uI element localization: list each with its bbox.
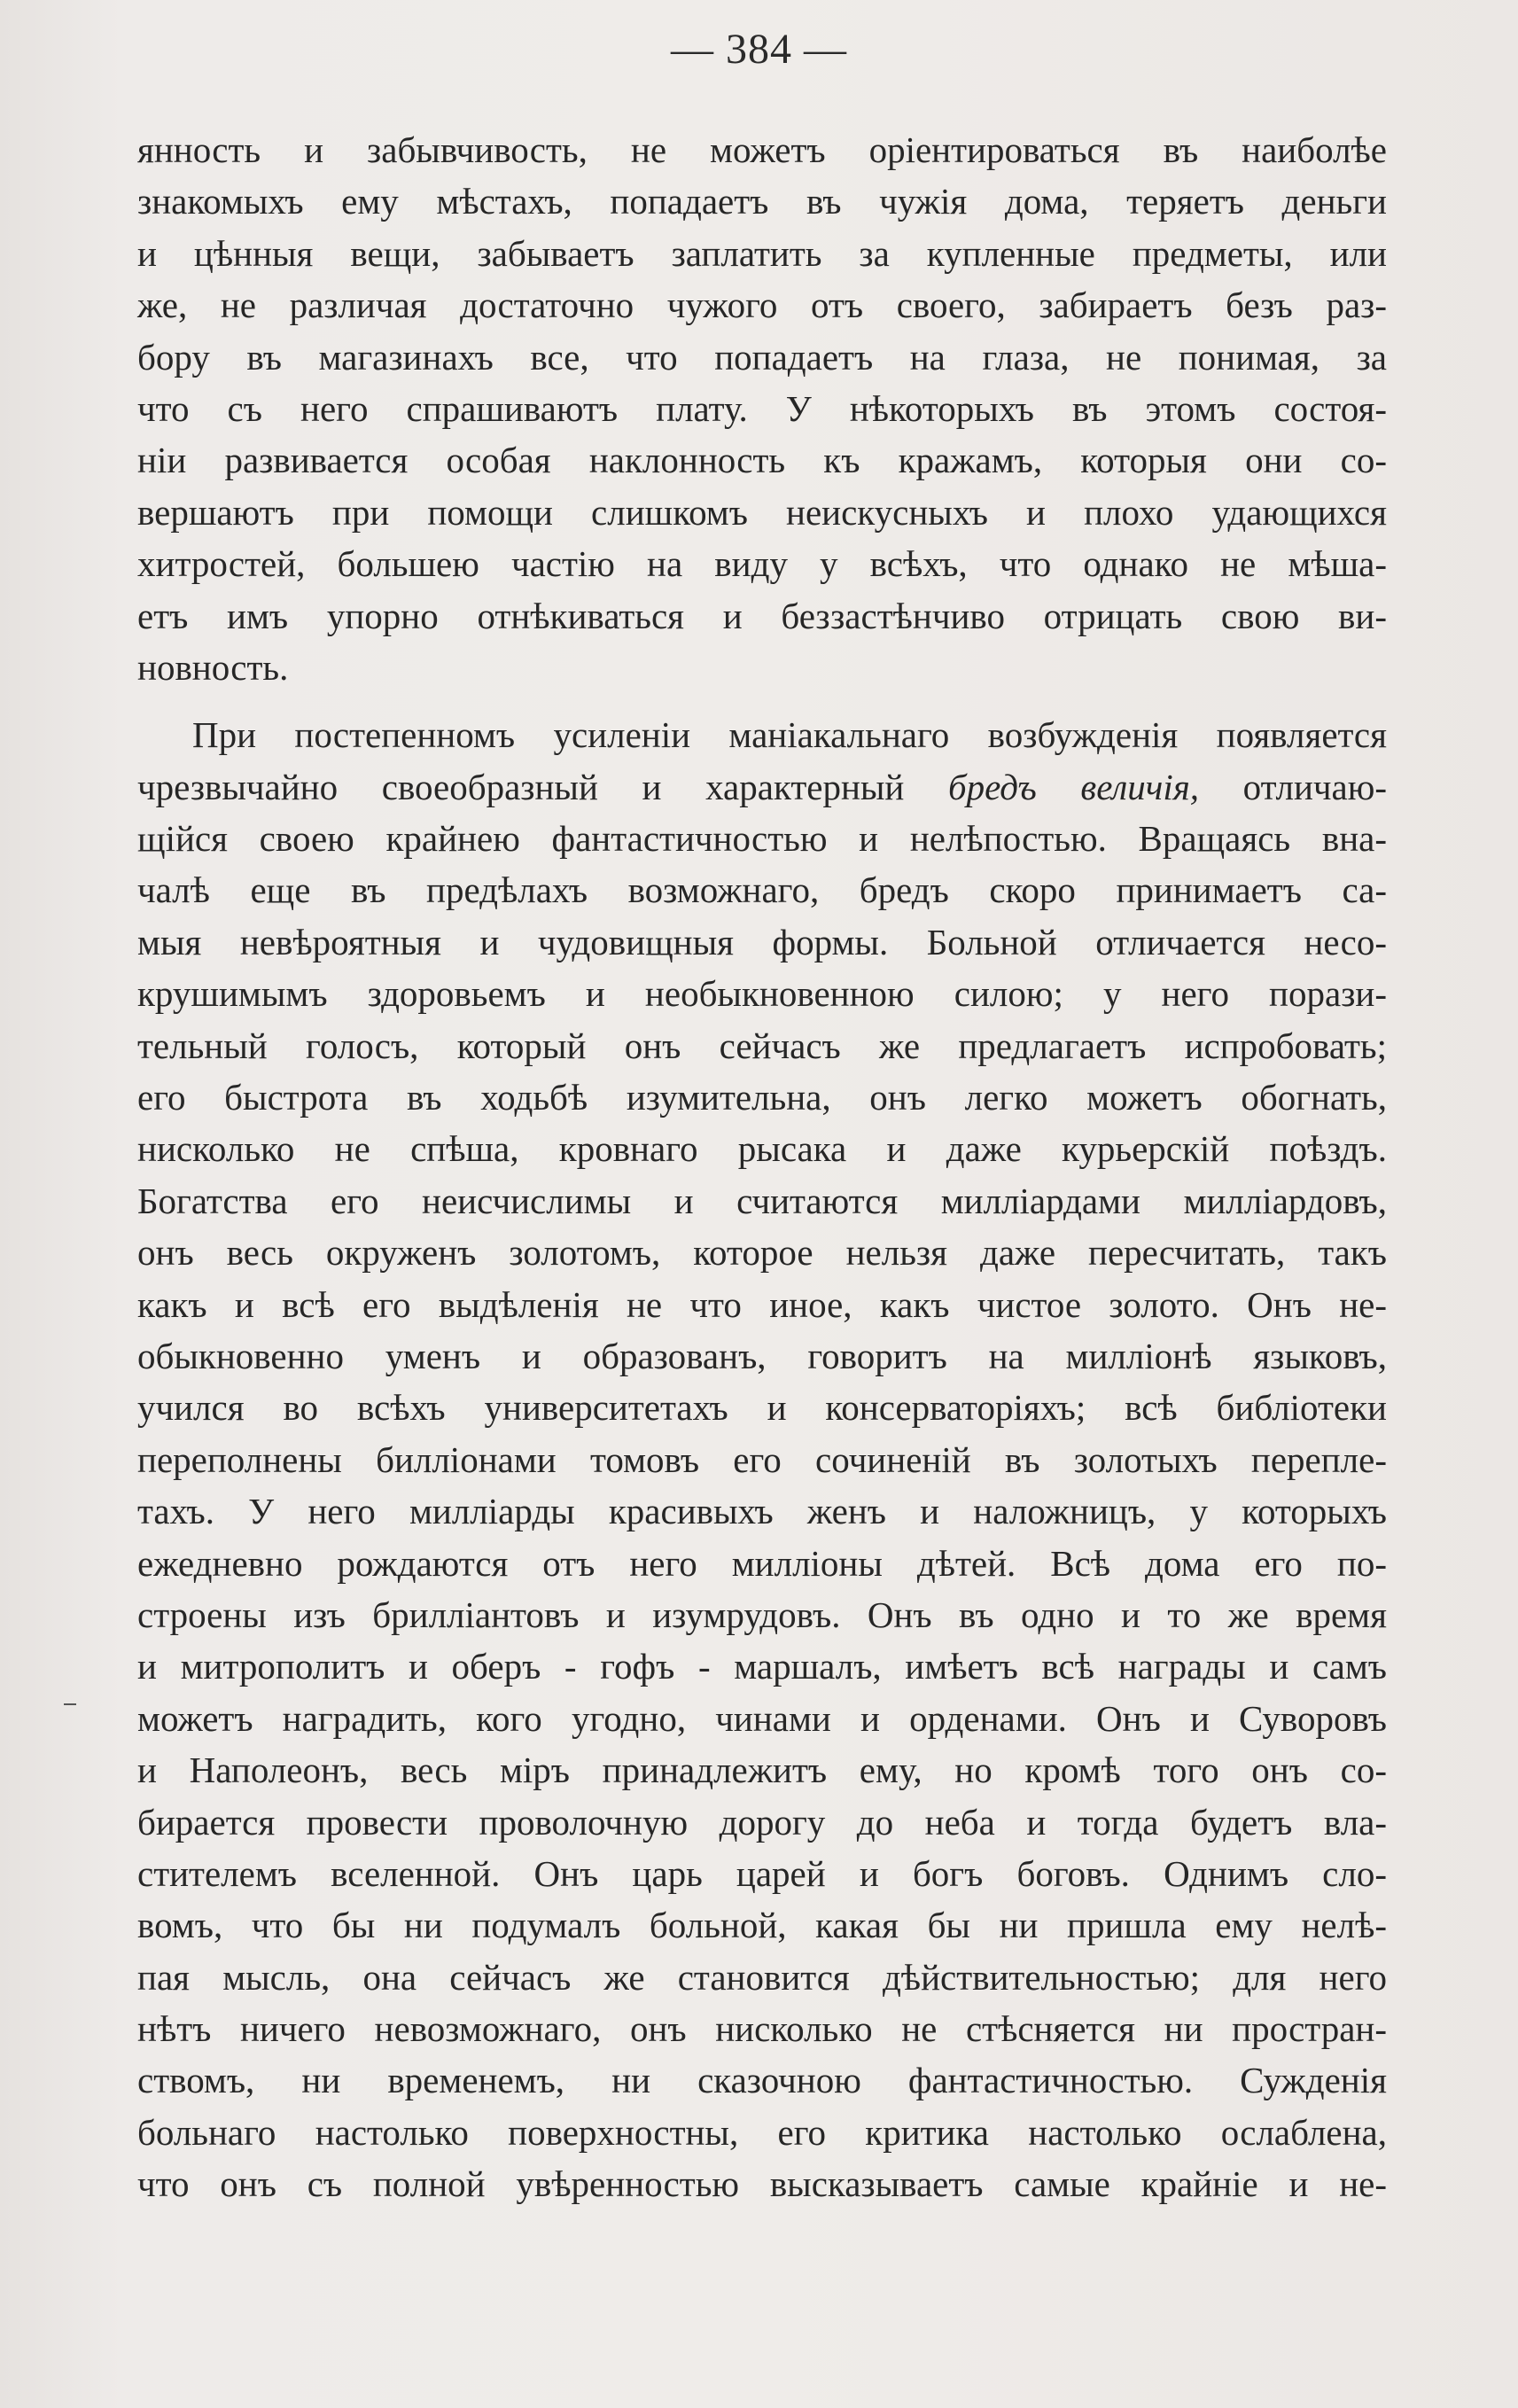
body-text: [137, 124, 1387, 2210]
text-line: и митрополитъ и оберъ - гофъ - маршалъ, имѣетъ всѣ награды и самъ: [137, 1646, 1387, 1687]
text-line: его быстрота въ ходьбѣ изумительна, онъ легко можетъ обогнать,: [137, 1077, 1387, 1118]
text-line: больнаго настолько поверхностны, его критика настолько ослаблена,: [137, 2111, 1387, 2153]
text-line: строены изъ бриллiантовъ и изумрудовъ. Онъ въ одно и то же время: [137, 1594, 1387, 1635]
text-line: бору въ магазинахъ все, что попадаетъ на глаза, не понимая, за: [137, 336, 1387, 378]
text-line: При постепенномъ усиленіи маніакальнаго возбужденія появляется: [192, 714, 1387, 756]
text-line: обыкновенно уменъ и образованъ, говоритъ на милліонѣ языковъ,: [137, 1335, 1387, 1376]
paragraph-1: [137, 124, 1387, 693]
text-line: и цѣнныя вещи, забываетъ заплатить за купленные предметы, или: [137, 232, 1387, 274]
text-line: пая мысль, она сейчасъ же становится дѣйствительностью; для него: [137, 1956, 1387, 1998]
margin-mark: [64, 1703, 76, 1705]
text-line: ежедневно рождаются отъ него милліоны дѣтей. Всѣ дома его по-: [137, 1542, 1387, 1584]
text-line: щійся своею крайнею фантастичностью и нелѣпостью. Вращаясь вна-: [137, 818, 1387, 860]
text-line: нисколько не спѣша, кровнаго рысака и даже курьерскій поѣздъ.: [137, 1128, 1387, 1170]
text-line: Богатства его неисчислимы и считаются милліардами милліардовъ,: [137, 1180, 1387, 1221]
text-line: знакомыхъ ему мѣстахъ, попадаетъ въ чужія дома, теряетъ деньги: [137, 181, 1387, 222]
paragraph-2: [137, 709, 1387, 2209]
text-line: вомъ, что бы ни подумалъ больной, какая бы ни пришла ему нелѣ-: [137, 1905, 1387, 1946]
text-line: что онъ съ полной увѣренностью высказываетъ самые крайніе и не-: [137, 2163, 1387, 2205]
text-line: хитростей, большею частію на виду у всѣхъ, что однако не мѣша-: [137, 543, 1387, 585]
text-segment: чрезвычайно своеобразный и характерный: [137, 766, 905, 807]
text-line: тельный голосъ, который онъ сейчасъ же предлагаетъ испробовать;: [137, 1025, 1387, 1066]
text-line: что съ него спрашиваютъ плату. У нѣкоторыхъ въ этомъ состоя-: [137, 387, 1387, 429]
text-line: чалѣ еще въ предѣлахъ возможнаго, бредъ скоро принимаетъ са-: [137, 869, 1387, 911]
text-line: онъ весь окруженъ золотомъ, которое нельзя даже пересчитать, такъ: [137, 1232, 1387, 1274]
text-line: тахъ. У него милліарды красивыхъ женъ и наложницъ, у которыхъ: [137, 1491, 1387, 1532]
text-line: вершаютъ при помощи слишкомъ неискусныхъ и плохо удающихся: [137, 491, 1387, 533]
text-line: же, не различая достаточно чужого отъ своего, забираетъ безъ раз-: [137, 284, 1387, 326]
text-line: ствомъ, ни временемъ, ни сказочною фантастичностью. Сужденія: [137, 2060, 1387, 2101]
text-line: учился во всѣхъ университетахъ и консерваторіяхъ; всѣ библіотеки: [137, 1387, 1387, 1429]
text-line: какъ и всѣ его выдѣленія не что иное, какъ чистое золото. Онъ не-: [137, 1283, 1387, 1325]
text-line: новность.: [137, 646, 289, 688]
page-number: — 384 —: [671, 26, 847, 73]
text-line: стителемъ вселенной. Онъ царь царей и богъ боговъ. Однимъ сло-: [137, 1852, 1387, 1894]
text-line: крушимымъ здоровьемъ и необыкновенною силою; у него порази-: [137, 973, 1387, 1015]
emphasized-term: бредъ величія,: [948, 766, 1200, 807]
text-line: бирается провести проволочную дорогу до неба и тогда будетъ вла-: [137, 1801, 1387, 1843]
text-line: ніи развивается особая наклонность къ кражамъ, которыя они со-: [137, 440, 1387, 481]
text-line: мыя невѣроятныя и чудовищныя формы. Больной отличается несо-: [137, 921, 1387, 962]
text-line-with-emphasis: [137, 761, 1387, 813]
text-segment: отличаю-: [1242, 766, 1387, 807]
text-line: етъ имъ упорно отнѣкиваться и беззастѣнчиво отрицать свою ви-: [137, 595, 1387, 636]
text-line: переполнены билліонами томовъ его сочиненій въ золотыхъ перепле-: [137, 1438, 1387, 1480]
text-line: янность и забывчивость, не можетъ оріентироваться въ наиболѣе: [137, 129, 1387, 170]
text-line: нѣтъ ничего невозможнаго, онъ нисколько не стѣсняется ни простран-: [137, 2008, 1387, 2050]
text-line: можетъ наградить, кого угодно, чинами и орденами. Онъ и Суворовъ: [137, 1697, 1387, 1739]
text-line: и Наполеонъ, весь міръ принадлежитъ ему, но кромѣ того онъ со-: [137, 1750, 1387, 1791]
